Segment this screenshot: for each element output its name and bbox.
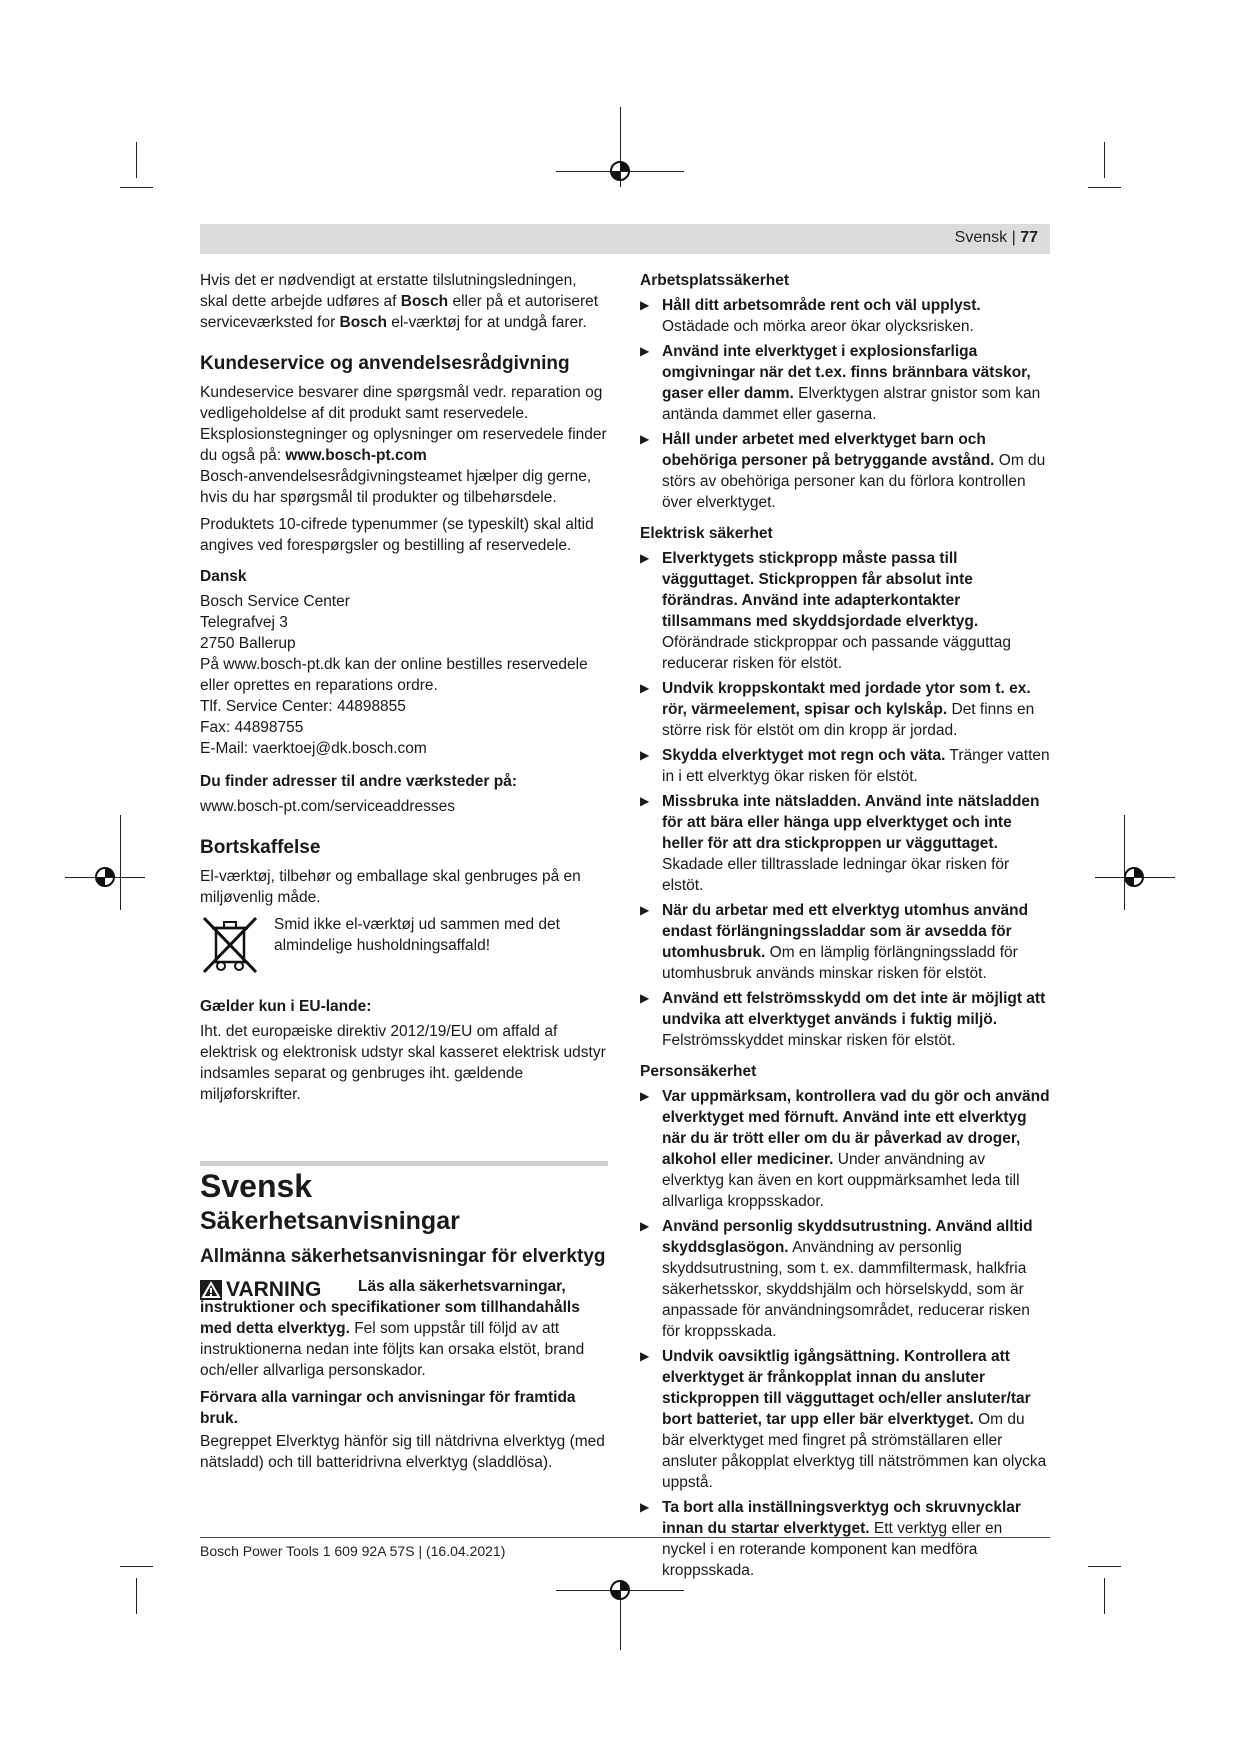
crop-mark bbox=[1104, 1578, 1105, 1614]
section-heading: Bortskaffelse bbox=[200, 837, 321, 858]
bullet-arrow-icon: ▶ bbox=[640, 298, 650, 312]
registration-target-icon bbox=[608, 1578, 632, 1602]
keep-instructions: Förvara alla varningar och anvisningar för framtida bruk. bbox=[200, 1389, 576, 1427]
section-divider bbox=[200, 1161, 608, 1166]
footer-rule bbox=[200, 1537, 1050, 1538]
bullet-arrow-icon: ▶ bbox=[640, 551, 650, 565]
page-footer: Bosch Power Tools 1 609 92A 57S | (16.04.2021) bbox=[200, 1543, 506, 1559]
paragraph: Begreppet Elverktyg hänför sig till nätdrivna elverktyg (med nätsladd) och till batteridrivna elverktyg (sladdlösa). bbox=[200, 1433, 605, 1471]
right-column bbox=[640, 270, 1050, 1585]
registration-line bbox=[1124, 815, 1125, 910]
bullet-item: ▶ Undvik oavsiktlig igångsättning. Kontrollera att elverktyget är frånkopplat innan du ansluter stickproppen till vägguttaget och/eller ansluter/tar bort batteriet, tar upp eller bär elverktyget. Om du bär elverktyget med fingret på strömställaren eller ansluter påkopplat elverktyg till nätströmmen kan olycka uppstå. bbox=[640, 1348, 1047, 1491]
crop-mark bbox=[120, 1566, 153, 1567]
crop-mark bbox=[136, 142, 137, 178]
bullet-item: ▶ Håll under arbetet med elverktyget barn och obehöriga personer på betryggande avstånd. Om du störs av obehöriga personer kan du förlora kontrollen över elverktyget. bbox=[640, 431, 1046, 511]
paragraph: El-værktøj, tilbehør og emballage skal genbruges på en miljøvenlig måde. bbox=[200, 868, 581, 906]
bullet-item: ▶ Använd inte elverktyget i explosionsfarliga omgivningar när det t.ex. finns brännbara vätskor, gaser eller damm. Elverktygen alstrar gnistor som kan antända dammet eller gaserna. bbox=[640, 343, 1041, 423]
crop-mark bbox=[1104, 142, 1105, 178]
header-language: Svensk bbox=[954, 229, 1008, 246]
subheading: Gælder kun i EU-lande: bbox=[200, 998, 372, 1015]
bullet-arrow-icon: ▶ bbox=[640, 748, 650, 762]
paragraph: Produktets 10-cifrede typenummer (se typeskilt) skal altid angives ved forespørgsler og bestilling af reservedele. bbox=[200, 516, 594, 554]
bullet-item: ▶ Var uppmärksam, kontrollera vad du gör och använd elverktyget med förnuft. Använd inte ett elverktyg när du är trött eller om du är påverkad av droger, alkohol eller mediciner. Under användning av elverktyg kan även en kort ouppmärksamhet leda till allvarliga kroppsskador. bbox=[640, 1088, 1050, 1210]
crop-mark bbox=[120, 187, 153, 188]
bullet-arrow-icon: ▶ bbox=[640, 344, 650, 358]
bullet-item: ▶ Använd personlig skyddsutrustning. Använd alltid skyddsglasögon. Användning av personlig skyddsutrustning, som t. ex. dammfiltermask, halkfria säkerhetsskor, skyddshjälm och hörselskydd, som är anpassade för användningsområdet, reducerar risken för kroppsskada. bbox=[640, 1218, 1033, 1340]
bullet-arrow-icon: ▶ bbox=[640, 681, 650, 695]
bullet-item: ▶ När du arbetar med ett elverktyg utomhus använd endast förlängningssladdar som är avsedda för utomhusbruk. Om en lämplig förlängningssladd för utomhusbruk används minskar risken för elstöt. bbox=[640, 902, 1029, 982]
registration-target-icon bbox=[1122, 865, 1146, 889]
paragraph: Kundeservice besvarer dine spørgsmål vedr. reparation og vedligeholdelse af dit produkt samt reservedele. Eksplosionstegninger og oplysninger om reservedele finder du også på: www.bosch-pt.com Bosch-anvendelsesrådgivningsteamet hjælper dig gerne, hvis du har spørgsmål til produkter og tilbehørsdele. bbox=[200, 384, 607, 506]
website-link[interactable]: www.bosch-pt.com bbox=[285, 447, 427, 464]
bullet-item: ▶ Ta bort alla inställningsverktyg och skruvnycklar innan du startar elverktyget. Ett verktyg eller en nyckel i en roterande komponent kan medföra kroppsskada. bbox=[640, 1499, 1021, 1579]
crossed-out-bin-icon bbox=[200, 914, 260, 976]
bullet-arrow-icon: ▶ bbox=[640, 432, 650, 446]
bullet-item: ▶ Elverktygets stickpropp måste passa till vägguttaget. Stickproppen får absolut inte förändras. Använd inte adapterkontakter tillsammans med skyddsjordade elverktyg. Oförändrade stickproppar och passande vägguttag reducerar risken för elstöt. bbox=[640, 550, 1011, 672]
page-number: 77 bbox=[1020, 229, 1038, 246]
warning-label: VARNING bbox=[226, 1278, 322, 1301]
language-title: Svensk bbox=[200, 1168, 313, 1204]
subheading: Elektrisk säkerhet bbox=[640, 525, 773, 542]
personal-list bbox=[640, 1086, 1050, 1581]
bullet-item: ▶ Använd ett felströmsskydd om det inte är möjligt att undvika att elverktyget används i fuktig miljö. Felströmsskyddet minskar risken för elstöt. bbox=[640, 990, 1046, 1049]
bullet-arrow-icon: ▶ bbox=[640, 991, 650, 1005]
left-column bbox=[200, 270, 608, 1479]
bullet-item: ▶ Undvik kroppskontakt med jordade ytor som t. ex. rör, värmeelement, spisar och kylskåp. Det finns en större risk för elstöt om din kropp är jordad. bbox=[640, 680, 1035, 739]
registration-target-icon bbox=[93, 865, 117, 889]
cord-replacement-text: Hvis det er nødvendigt at erstatte tilslutningsledningen, skal dette arbejde udføres af Bosch eller på et autoriseret serviceværksted for Bosch el-værktøj for at undgå farer. bbox=[200, 272, 599, 331]
bullet-arrow-icon: ▶ bbox=[640, 903, 650, 917]
bullet-item: ▶ Missbruka inte nätsladden. Använd inte nätsladden för att bära eller hänga upp elverktyget och inte heller för att dra stickproppen ur vägguttaget. Skadade eller tilltrasslade ledningar ökar risken för elstöt. bbox=[640, 793, 1040, 894]
bullet-arrow-icon: ▶ bbox=[640, 1349, 650, 1363]
electrical-list bbox=[640, 548, 1050, 1051]
disposal-note: Smid ikke el-værktøj ud sammen med det almindelige husholdningsaffald! bbox=[274, 916, 560, 954]
crop-mark bbox=[136, 1578, 137, 1614]
warning-paragraph: Läs alla säkerhetsvarningar, instruktioner och specifikationer som tillhandahålls med detta elverktyg. Fel som uppstår till följd av att instruktionerna nedan inte följts kan orsaka elstöt, brand och/eller allvarliga personskador. bbox=[200, 1278, 585, 1379]
paragraph: Iht. det europæiske direktiv 2012/19/EU om affald af elektrisk og elektronisk udstyr skal kasseret elektrisk udstyr indsamles separat og genbruges iht. gældende miljøforskrifter. bbox=[200, 1023, 606, 1103]
service-address: Bosch Service Center Telegrafvej 3 2750 Ballerup På www.bosch-pt.dk kan der online bestilles reservedele eller oprettes en reparations ordre. Tlf. Service Center: 44898855 Fax: 44898755 E-Mail: vaerktoej@dk.bosch.com bbox=[200, 593, 588, 757]
crop-mark bbox=[1088, 187, 1121, 188]
bullet-arrow-icon: ▶ bbox=[640, 794, 650, 808]
warning-icon bbox=[200, 1280, 222, 1300]
subheading: Personsäkerhet bbox=[640, 1063, 757, 1080]
page-header bbox=[200, 224, 1050, 254]
bullet-item: ▶ Skydda elverktyget mot regn och väta. Tränger vatten in i ett elverktyg ökar risken för elstöt. bbox=[640, 747, 1050, 785]
country-heading: Dansk bbox=[200, 568, 247, 585]
subheading: Du finder adresser til andre værksteder på: bbox=[200, 773, 518, 790]
crop-mark bbox=[1088, 1566, 1121, 1567]
service-addresses-link[interactable]: www.bosch-pt.com/serviceaddresses bbox=[200, 798, 455, 815]
bullet-arrow-icon: ▶ bbox=[640, 1500, 650, 1514]
registration-line bbox=[120, 815, 121, 910]
bullet-arrow-icon: ▶ bbox=[640, 1219, 650, 1233]
bullet-arrow-icon: ▶ bbox=[640, 1089, 650, 1103]
work-area-list bbox=[640, 295, 1050, 513]
bullet-item: ▶ Håll ditt arbetsområde rent och väl upplyst. Ostädade och mörka areor ökar olycksrisken. bbox=[640, 297, 981, 335]
subheading: Arbetsplatssäkerhet bbox=[640, 272, 790, 289]
section-heading: Säkerhetsanvisningar bbox=[200, 1207, 460, 1235]
header-separator: | bbox=[1011, 229, 1016, 246]
subsection-heading: Allmänna säkerhetsanvisningar för elverktyg bbox=[200, 1246, 606, 1267]
registration-target-icon bbox=[608, 159, 632, 183]
section-heading: Kundeservice og anvendelsesrådgivning bbox=[200, 353, 570, 374]
